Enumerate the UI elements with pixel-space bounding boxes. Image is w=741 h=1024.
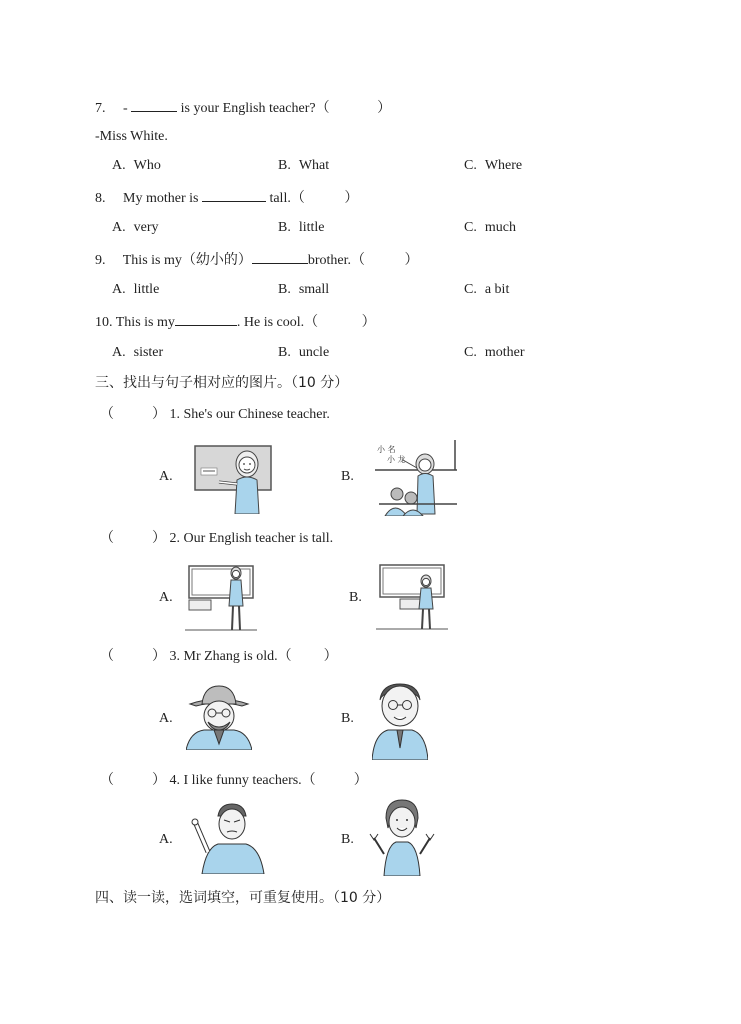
section-3-heading: 三、找出与句子相对应的图片。（10 分） xyxy=(95,375,349,391)
q9-option-a[interactable]: A. little xyxy=(112,282,160,297)
pic-label-b: B. xyxy=(349,590,362,605)
pic-label-a: A. xyxy=(159,832,173,847)
svg-text:小 名: 小 名 xyxy=(377,445,396,454)
q8-option-a[interactable]: A. very xyxy=(112,220,159,235)
pic-label-a: A. xyxy=(159,590,173,605)
q10-option-a[interactable]: A. sister xyxy=(112,345,164,360)
q7-option-a[interactable]: A. Who xyxy=(112,158,161,173)
q9-option-c[interactable]: C. a bit xyxy=(464,282,510,297)
svg-text:小 龙: 小 龙 xyxy=(387,455,406,464)
question-7-answer: -Miss White. xyxy=(95,129,168,144)
question-8: 8. My mother is tall.（ ） xyxy=(95,188,358,208)
teacher-pointing-class-picture[interactable] xyxy=(373,438,459,516)
pic-label-a: A. xyxy=(159,711,173,726)
old-man-hat-picture[interactable] xyxy=(186,684,252,750)
q8-option-c[interactable]: C. much xyxy=(464,220,516,235)
match-item-3: （ ） 3. Mr Zhang is old.（ ） xyxy=(100,649,338,664)
pic-label-b: B. xyxy=(341,832,354,847)
match-item-4: （ ） 4. I like funny teachers.（ ） xyxy=(100,773,368,788)
q9-option-b[interactable]: B. small xyxy=(278,282,330,297)
q7-option-b[interactable]: B. What xyxy=(278,158,330,173)
question-7: 7. - is your English teacher?（ ） xyxy=(95,98,391,118)
answer-blank[interactable] xyxy=(202,188,266,202)
chinese-teacher-blackboard-picture[interactable] xyxy=(193,442,273,514)
q10-option-b[interactable]: B. uncle xyxy=(278,345,330,360)
section-4-heading: 四、读一读，选词填空，可重复使用。（10 分） xyxy=(95,890,391,906)
match-item-2: （ ） 2. Our English teacher is tall. xyxy=(100,531,334,546)
pic-label-b: B. xyxy=(341,469,354,484)
match-item-1: （ ） 1. She's our Chinese teacher. xyxy=(100,407,330,422)
young-man-glasses-picture[interactable] xyxy=(372,682,428,760)
tall-teacher-picture[interactable] xyxy=(183,564,259,634)
short-teacher-picture[interactable] xyxy=(374,563,450,633)
answer-blank[interactable] xyxy=(175,312,237,326)
q7-option-c[interactable]: C. Where xyxy=(464,158,523,173)
strict-teacher-picture[interactable] xyxy=(184,802,270,874)
q10-option-c[interactable]: C. mother xyxy=(464,345,525,360)
answer-blank[interactable] xyxy=(131,98,177,112)
pic-label-b: B. xyxy=(341,711,354,726)
question-9: 9. This is my（幼小的） brother.（ ） xyxy=(95,250,419,270)
q8-option-b[interactable]: B. little xyxy=(278,220,325,235)
answer-blank[interactable] xyxy=(252,250,308,264)
question-10: 10. This is my . He is cool.（ ） xyxy=(95,312,376,332)
funny-teacher-picture[interactable] xyxy=(366,798,438,876)
pic-label-a: A. xyxy=(159,469,173,484)
